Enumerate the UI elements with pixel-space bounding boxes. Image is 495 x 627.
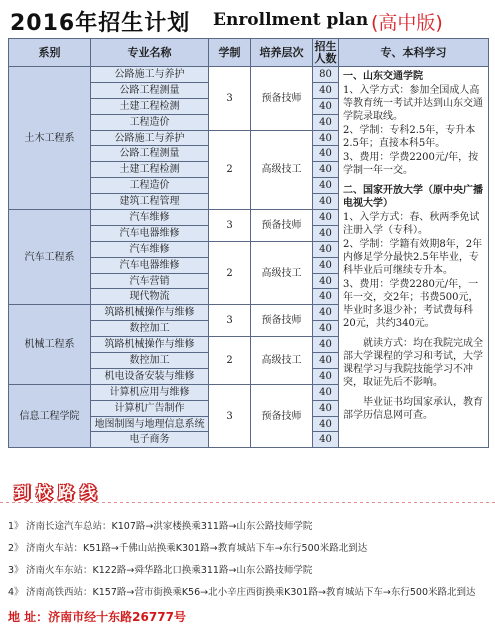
- edition-label: (高中版): [371, 12, 443, 34]
- header-duration: 学制: [209, 39, 251, 67]
- major-cell: 汽车电器维修: [91, 225, 209, 241]
- study-note: 就读方式：均在我院完成全部大学课程的学习和考试，大学课程学习与我院技能学习不冲突，取证先后不影响。: [343, 338, 483, 388]
- quota-cell: 40: [313, 400, 339, 416]
- header-level: 培养层次: [251, 39, 313, 67]
- header-department: 系别: [9, 39, 91, 67]
- duration-cell: 3: [209, 210, 251, 242]
- quota-cell: 40: [313, 257, 339, 273]
- route-number: 2》: [8, 543, 24, 554]
- major-cell: 工程造价: [91, 178, 209, 194]
- route-number: 3》: [8, 565, 24, 576]
- study-note: 1、入学方式：参加全国成人高等教育统一考试并达到山东交通学院录取线。: [343, 85, 483, 122]
- page-title: 2016年招生计划: [10, 11, 191, 36]
- study-note: 二、国家开放大学（原中央广播电视大学）: [343, 185, 483, 209]
- department-cell: 机械工程系: [9, 305, 91, 384]
- quota-cell: 40: [313, 210, 339, 226]
- route-text: 济南火车站：K51路→千佛山站换乘K301路→教育城站下车→东行500米路北到达: [26, 543, 368, 554]
- quota-cell: 40: [313, 321, 339, 337]
- quota-cell: 40: [313, 146, 339, 162]
- page-title-english: Enrollment plan: [213, 10, 369, 30]
- major-cell: 土建工程检测: [91, 162, 209, 178]
- quota-cell: 40: [313, 273, 339, 289]
- header-study: 专、本科学习: [339, 39, 489, 67]
- major-cell: 公路工程测量: [91, 146, 209, 162]
- quota-cell: 40: [313, 305, 339, 321]
- quota-cell: 40: [313, 162, 339, 178]
- quota-cell: 40: [313, 384, 339, 400]
- level-cell: 高级技工: [251, 241, 313, 305]
- route-divider: [0, 502, 495, 503]
- level-cell: 预备技师: [251, 210, 313, 242]
- route-number: 4》: [8, 587, 24, 598]
- major-cell: 汽车维修: [91, 210, 209, 226]
- duration-cell: 3: [209, 384, 251, 448]
- study-note: 毕业证书均国家承认，教育部学历信息网可查。: [343, 397, 483, 421]
- school-address: 地 址：济南市经十东路26777号: [8, 610, 186, 624]
- major-cell: 工程造价: [91, 114, 209, 130]
- title-bar: [8, 4, 488, 36]
- route-item: [8, 518, 312, 532]
- enrollment-table: [8, 38, 489, 448]
- route-header: 到校路线: [14, 483, 103, 502]
- duration-cell: 2: [209, 337, 251, 385]
- study-note: 1、入学方式：春、秋两季免试注册入学（专科）。: [343, 212, 480, 236]
- study-note: 3、费用：学费2200元/年，按学制一年一交。: [343, 152, 479, 176]
- duration-cell: 3: [209, 305, 251, 337]
- study-notes-cell: [339, 67, 489, 448]
- level-cell: 预备技师: [251, 384, 313, 448]
- route-text: 济南火车东站：K122路→舜华路北口换乘311路→山东公路技师学院: [26, 565, 313, 576]
- route-text: 济南长途汽车总站：K107路→洪家楼换乘311路→山东公路技师学院: [26, 521, 313, 532]
- duration-cell: 2: [209, 241, 251, 305]
- major-cell: 数控加工: [91, 353, 209, 369]
- route-item: [8, 584, 476, 598]
- quota-cell: 40: [313, 178, 339, 194]
- major-cell: 建筑工程管理: [91, 194, 209, 210]
- major-cell: 筑路机械操作与维修: [91, 305, 209, 321]
- quota-cell: 40: [313, 416, 339, 432]
- quota-cell: 40: [313, 225, 339, 241]
- quota-cell: 40: [313, 432, 339, 448]
- duration-cell: 3: [209, 67, 251, 131]
- quota-cell: 40: [313, 368, 339, 384]
- level-cell: 预备技师: [251, 305, 313, 337]
- header-major: 专业名称: [91, 39, 209, 67]
- duration-cell: 2: [209, 130, 251, 209]
- quota-cell: 40: [313, 241, 339, 257]
- route-number: 1》: [8, 521, 24, 532]
- quota-cell: 40: [313, 353, 339, 369]
- department-cell: 汽车工程系: [9, 210, 91, 305]
- route-item: [8, 540, 367, 554]
- quota-cell: 40: [313, 98, 339, 114]
- quota-cell: 40: [313, 82, 339, 98]
- level-cell: 高级技工: [251, 130, 313, 209]
- major-cell: 汽车营销: [91, 273, 209, 289]
- major-cell: 公路工程测量: [91, 82, 209, 98]
- major-cell: 公路施工与养护: [91, 130, 209, 146]
- major-cell: 筑路机械操作与维修: [91, 337, 209, 353]
- major-cell: 汽车维修: [91, 241, 209, 257]
- study-note: 2、学制：学籍有效期8年，2年内修足学分最快2.5年毕业，专科毕业后可继续专升本。: [343, 239, 483, 276]
- route-item: [8, 562, 312, 576]
- quota-cell: 40: [313, 130, 339, 146]
- major-cell: 汽车电器维修: [91, 257, 209, 273]
- major-cell: 计算机应用与维修: [91, 384, 209, 400]
- level-cell: 高级技工: [251, 337, 313, 385]
- major-cell: 地图制图与地理信息系统: [91, 416, 209, 432]
- major-cell: 机电设备安装与维修: [91, 368, 209, 384]
- department-cell: 土木工程系: [9, 67, 91, 210]
- table-header-row: [9, 39, 489, 67]
- quota-cell: 40: [313, 289, 339, 305]
- route-text: 济南高铁西站：K157路→营市街换乘K56→北小辛庄西街换乘K301路→教育城站下车→东行500米路北到达: [26, 587, 476, 598]
- quota-cell: 80: [313, 67, 339, 83]
- table-row: [9, 67, 489, 83]
- major-cell: 现代物流: [91, 289, 209, 305]
- route-section: [0, 470, 495, 627]
- study-note: 2、学制：专科2.5年，专升本2.5年；直接本科5年。: [343, 125, 476, 149]
- major-cell: 数控加工: [91, 321, 209, 337]
- quota-cell: 40: [313, 114, 339, 130]
- study-note: 3、费用：学费2280元/年，一年一交，交2年；书费500元，毕业时多退少补；考试费每科20元，共约340元。: [343, 279, 479, 329]
- major-cell: 计算机广告制作: [91, 400, 209, 416]
- major-cell: 土建工程检测: [91, 98, 209, 114]
- study-note: 一、山东交通学院: [343, 71, 423, 82]
- level-cell: 预备技师: [251, 67, 313, 131]
- major-cell: 公路施工与养护: [91, 67, 209, 83]
- quota-cell: 40: [313, 194, 339, 210]
- major-cell: 电子商务: [91, 432, 209, 448]
- header-quota: 招生 人数: [314, 39, 337, 65]
- department-cell: 信息工程学院: [9, 384, 91, 448]
- quota-cell: 40: [313, 337, 339, 353]
